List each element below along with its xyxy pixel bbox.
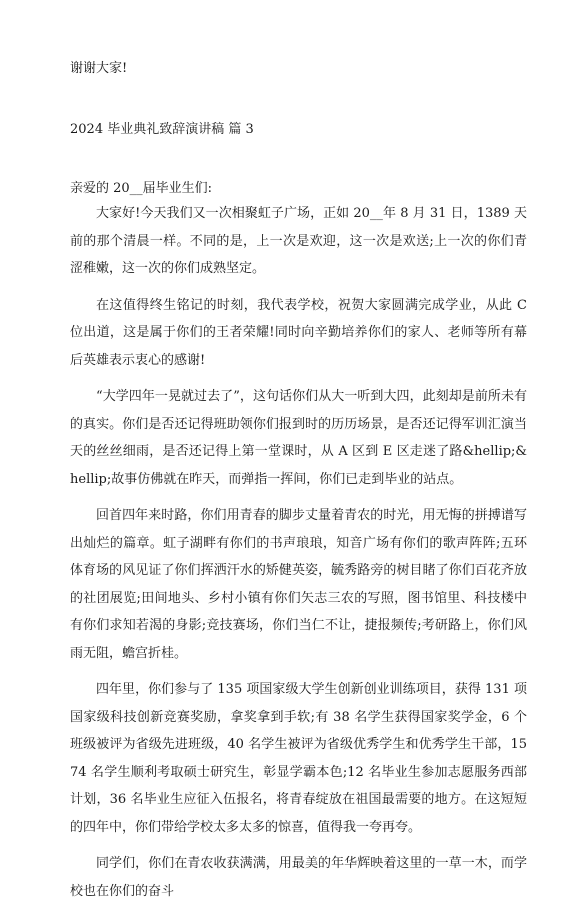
paragraph-2: 在这值得终生铭记的时刻，我代表学校，祝贺大家圆满完成学业，从此 C 位出道，这是属于你们的王者荣耀!同时向辛勤培养你们的家人、老师等所有幕后英雄表示衷心的感谢!	[70, 297, 527, 368]
closing-thanks: 谢谢大家!	[70, 61, 128, 76]
paragraph-6: 同学们，你们在青农收获满满，用最美的年华辉映着这里的一草一木，而学校也在你们的奋斗	[70, 856, 527, 899]
section-heading: 2024 毕业典礼致辞演讲稿 篇 3	[70, 122, 254, 137]
speech-body	[70, 200, 527, 905]
speech-greeting: 亲爱的 20__届毕业生们:	[70, 181, 213, 196]
paragraph-5: 四年里，你们参与了 135 项国家级大学生创新创业训练项目，获得 131 项国家级科技创新竞赛奖励，拿奖拿到手软;有 38 名学生获得国家奖学金，6 个班级被评为省级先进班级，40 名学生被评为省级优秀学生和优秀学生干部，1574 名学生顺利考取硕士研究生，彰显学霸本色;12 名毕业生参加志愿服务西部计划，36 名毕业生应征入伍报名，将青春绽放在祖国最需要的地方。在这短短的四年中，你们带给学校太多太多的惊喜，值得我一夸再夸。	[70, 682, 527, 835]
paragraph-4: 回首四年来时路，你们用青春的脚步丈量着青农的时光，用无悔的拼搏谱写出灿烂的篇章。虹子湖畔有你们的书声琅琅，知音广场有你们的歌声阵阵;五环体育场的风见证了你们挥洒汗水的矫健英姿，毓秀路旁的树目睹了你们百花齐放的社团展览;田间地头、乡村小镇有你们矢志三农的写照，图书馆里、科技楼中有你们求知若渴的身影;竞技赛场，你们当仁不让，捷报频传;考研路上，你们风雨无阻，蟾宫折桂。	[70, 508, 527, 661]
paragraph-3: “大学四年一晃就过去了”，这句话你们从大一听到大四，此刻却是前所未有的真实。你们是否还记得班助领你们报到时的历历场景，是否还记得军训汇演当天的丝丝细雨，是否还记得上第一堂课时，从 A 区到 E 区走迷了路&hellip;&hellip;故事仿佛就在昨天，而弹指一挥间，你们已走到毕业的站点。	[70, 389, 527, 487]
paragraph-1: 大家好!今天我们又一次相聚虹子广场，正如 20__年 8 月 31 日，1389 天前的那个清晨一样。不同的是，上一次是欢迎，这一次是欢送;上一次的你们青涩稚嫩，这一次的你们成熟坚定。	[70, 206, 527, 276]
